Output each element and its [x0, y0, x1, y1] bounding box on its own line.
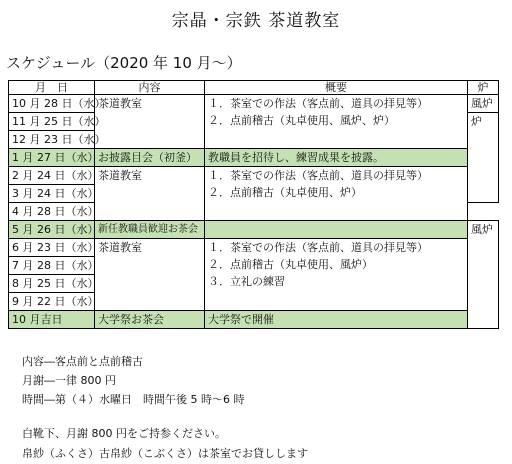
table-row-highlight — [9, 149, 499, 167]
content-cell: 新任教職員歓迎お茶会 — [95, 221, 205, 239]
schedule-table — [8, 80, 499, 329]
summary-line: ２．点前稽古（丸卓使用、炉） — [208, 186, 362, 199]
summary-cell — [205, 167, 468, 221]
summary-cell — [205, 221, 468, 239]
table-header-row — [9, 81, 499, 95]
date-cell: 11 月 25 日（水） — [9, 113, 95, 131]
note-line: 時間―第（４）水曜日 時間午後 5 時〜6 時 — [22, 393, 245, 406]
note-line: 月謝―一律 800 円 — [22, 374, 116, 387]
date-cell: 8 月 25 日（水） — [9, 275, 95, 293]
header-content: 内容 — [95, 81, 205, 95]
summary-cell: 大学祭で開催 — [205, 311, 468, 329]
date-cell: 9 月 22 日（水） — [9, 293, 95, 311]
date-cell: 3 月 24 日（水） — [9, 185, 95, 203]
content-cell: 茶道教室 — [95, 167, 205, 221]
page-title: 宗晶・宗鉄 茶道教室 — [171, 11, 341, 31]
furo-cell: 風炉 — [468, 221, 499, 329]
note-line: 白靴下、月謝 800 円をご持参ください。 — [22, 427, 226, 440]
date-cell: 12 月 23 日（水） — [9, 131, 95, 149]
date-cell: 10 月吉日 — [9, 311, 95, 329]
date-cell: 1 月 27 日（水） — [9, 149, 95, 167]
note-line: 内容―客点前と点前稽古 — [22, 355, 143, 368]
date-cell: 5 月 26 日（水） — [9, 221, 95, 239]
date-cell: 2 月 24 日（水） — [9, 167, 95, 185]
summary-cell: 教職員を招待し、練習成果を披露。 — [205, 149, 468, 167]
content-cell: 茶道教室 — [95, 95, 205, 149]
schedule-heading: スケジュール（2020 年 10 月〜） — [6, 54, 242, 72]
content-cell: 大学祭お茶会 — [95, 311, 205, 329]
table-row-highlight — [9, 311, 499, 329]
table-row — [9, 95, 499, 113]
date-cell: 10 月 28 日（水） — [9, 95, 95, 113]
header-furo: 炉 — [468, 81, 499, 95]
summary-line: １．茶室での作法（客点前、道具の拝見等） — [208, 97, 428, 110]
class-notes — [22, 352, 245, 409]
summary-line: ２．点前稽古（丸卓使用、風炉） — [208, 258, 373, 271]
table-row — [9, 239, 499, 257]
content-cell: 茶道教室 — [95, 239, 205, 311]
summary-line: ２．点前稽古（丸卓使用、風炉、炉） — [208, 114, 395, 127]
summary-line: １．茶室での作法（客点前、道具の拝見等） — [208, 169, 428, 182]
header-date: 月 日 — [9, 81, 95, 95]
furo-cell: 風炉 — [468, 95, 499, 113]
summary-cell — [205, 95, 468, 149]
content-cell: お披露目会（初釜） — [95, 149, 205, 167]
summary-line: ３．立礼の練習 — [208, 275, 285, 288]
date-cell: 6 月 23 日（水） — [9, 239, 95, 257]
furo-cell: 炉 — [468, 113, 499, 203]
table-row — [9, 167, 499, 185]
summary-cell — [205, 239, 468, 311]
date-cell: 4 月 28 日（水） — [9, 203, 95, 221]
note-line: 帛紗（ふくさ）古帛紗（こぶくさ）は茶室でお貸しします — [22, 447, 308, 460]
header-summary: 概要 — [205, 81, 468, 95]
table-row-highlight — [9, 221, 499, 239]
date-cell: 7 月 28 日（水） — [9, 257, 95, 275]
summary-line: １．茶室での作法（客点前、道具の拝見等） — [208, 241, 428, 254]
bring-items-notes — [22, 424, 308, 464]
